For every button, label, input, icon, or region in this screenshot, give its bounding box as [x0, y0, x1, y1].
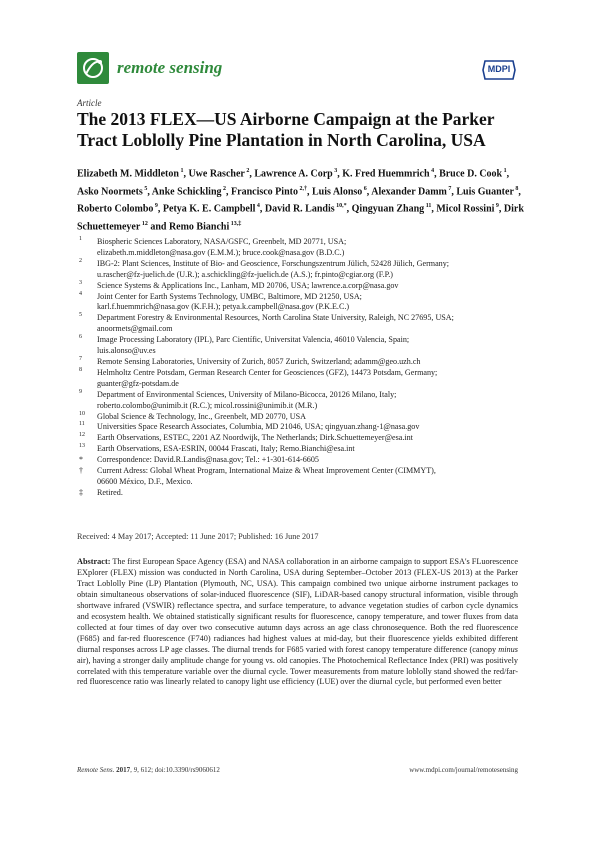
publication-dates: Received: 4 May 2017; Accepted: 11 June 2017; Published: 16 June 2017 [77, 532, 319, 541]
affiliation-mark: 13 [79, 443, 85, 450]
journal-name: remote sensing [117, 58, 223, 77]
article-type: Article [77, 98, 102, 108]
author-name: Anke Schickling [151, 185, 222, 197]
affiliation-mark: 11 [79, 421, 85, 428]
affiliation-mark: 6 [79, 334, 82, 341]
author-name: Lawrence A. Corp [254, 168, 333, 180]
author-affiliation-mark: 2 [244, 168, 250, 174]
affiliation-mark: 5 [79, 312, 82, 319]
author-list: Elizabeth M. Middleton $^1$, Uwe Rascher $^2$, Lawrence A. Corp $^3$, K. Fred Huemmrich $^4$, Bruce D. Cook $^1$, Asko Noormets $^5$, Anke Schickling $^2$, Francisco Pinto $^{2,\dagger}$, Luis Alonso $^6$, Alexander Damm $^7$, Luis Guanter $^8$, Roberto Colombo $^9$, Petya K. E. Campbell $^4$, David R. Landis $^{10,*}$, Qingyuan Zhang $^{11}$, Micol Rossini $^9$, Dirk Schuettemeyer $^{12}$ and Remo Bianchi $^{13,\ddagger}$ [77, 168, 524, 233]
author-affiliation-mark: 4 [255, 203, 260, 210]
author-affiliation-mark: 6 [362, 185, 367, 192]
affiliation-item [77, 444, 527, 455]
author-affiliation-mark: 3 [332, 168, 338, 174]
publisher-name: MDPI [487, 64, 511, 74]
author-affiliation-mark: 1 [502, 168, 507, 174]
article-title: The 2013 FLEX—US Airborne Campaign at the Parker Tract Loblolly Pine Plantation in North Carolina, USA [77, 109, 495, 150]
affiliation-line: Image Processing Laboratory (IPL), Parc Científic, Universitat Valencia, 46010 Valencia, Spain; [97, 335, 410, 345]
author-name: Roberto Colombo [77, 203, 154, 215]
affiliation-item [77, 412, 527, 423]
affiliation-mark: † [79, 466, 83, 476]
author-affiliation-mark: 12 [140, 220, 148, 227]
author-name: Bruce D. Cook [439, 168, 503, 180]
affiliation-line: Helmholtz Centre Potsdam, German Research Center for Geosciences (GFZ), 14473 Potsdam, Germany; [97, 367, 438, 377]
affiliation-mark: 12 [79, 432, 85, 439]
affiliation-item [77, 292, 527, 314]
author-name: Elizabeth M. Middleton [77, 168, 179, 180]
affiliation-line: anoormets@gmail.com [97, 324, 173, 334]
author-name: Uwe Rascher [188, 168, 245, 180]
affiliation-item [77, 313, 527, 335]
affiliation-line: u.rascher@fz-juelich.de (U.R.); a.schickling@fz-juelich.de (A.S.); fr.pinto@cgiar.org (F.P.) [97, 269, 393, 279]
affiliation-item [77, 281, 527, 292]
affiliation-line: karl.f.huemmrich@nasa.gov (K.F.H.); petya.k.campbell@nasa.gov (P.K.E.C.) [97, 302, 350, 312]
author-affiliation-mark: 10,* [334, 203, 347, 210]
footer-journal: Remote Sens. [77, 766, 115, 774]
abstract-text: The first European Space Agency (ESA) and NASA collaboration in an airborne campaign to support ESA's FLuorescence EXplorer (FLEX) mission was conducted in North Carolina, USA during September–October 2013 (FLEX-US 2013) at the Parker Tract Loblolly Pine (LP) Plantation (Plymouth, NC, USA). This campaign combined two unique airborne instrument packages to obtain simultaneous observations of solar-induced fluorescence (SIF), LiDAR-based canopy structural information, visible through shortwave infrared (VSWIR) reflectance spectra, and surface temperature, to advance vegetation studies of carbon cycle dynamics and ecosystem health. We obtained statistically significant results for fluorescence, canopy temperature, and tower fluxes from data collected at four times of day over two consecutive autumn days across an age class chronosequence. Both the red fluorescence (F685) and far-red fluorescence (F740) radiances had highest values at mid-day, but their fluorescence yields exhibited different diurnal responses across LP age classes. The diurnal trends for F685 varied with forest canopy temperature difference (canopy [77, 557, 519, 654]
journal-logo[interactable] [77, 52, 222, 84]
author-affiliation-mark: 11 [424, 203, 432, 210]
footer-doi: , 612; doi:10.3390/rs9060612 [137, 766, 220, 774]
footer-volume: 9 [133, 766, 138, 774]
author-affiliation-mark: 9 [153, 203, 158, 210]
author-name: Dirk Schuettemeyer [77, 203, 524, 233]
affiliation-mark: 7 [79, 355, 82, 362]
affiliation-line: Earth Observations, ESA-ESRIN, 00044 Frascati, Italy; Remo.Bianchi@esa.int [97, 444, 355, 454]
affiliation-line: Current Adress: Global Wheat Program, International Maize & Wheat Improvement Center (CIMMYT), [97, 466, 436, 476]
author-name: Alexander Damm [371, 185, 447, 197]
affiliation-item [77, 390, 527, 412]
author-name: K. Fred Huemmrich [342, 168, 430, 180]
author-name: Micol Rossini [436, 203, 495, 215]
citation-footer: Remote Sens. 2017, 9, 612; doi:10.3390/rs9060612 [77, 766, 220, 774]
author-affiliation-mark: 2 [221, 185, 227, 192]
affiliation-item [77, 455, 527, 466]
author-affiliation-mark: 5 [142, 185, 148, 192]
author-name: David R. Landis [264, 203, 335, 215]
affiliation-item [77, 422, 527, 433]
author-affiliation-mark: 2,† [297, 185, 307, 192]
affiliation-line: Department Forestry & Environmental Resources, North Carolina State University, Raleigh, NC 27695, USA; [97, 313, 454, 323]
abstract-text-continued: air), having a stronger daily amplitude change for young vs. old canopies. The Photochemical Reflectance Index (PRI) was positively correlated with this temperature variable over the diurnal cycle. Tower measurements from mature loblolly stand showed the red/far-red fluorescence ratio was linearly related to canopy light use efficiency (LUE) over the diurnal cycle, but performed even better [77, 655, 518, 687]
affiliation-mark: 4 [79, 290, 82, 297]
affiliation-item [77, 433, 527, 444]
author-name: Remo Bianchi [168, 221, 230, 233]
affiliation-item [77, 259, 527, 281]
affiliation-line: Biospheric Sciences Laboratory, NASA/GSFC, Greenbelt, MD 20771, USA; [97, 237, 347, 246]
author-affiliation-mark: 9 [494, 203, 499, 210]
author-name: Qingyuan Zhang [351, 203, 425, 215]
journal-url[interactable]: www.mdpi.com/journal/remotesensing [409, 766, 518, 774]
affiliation-mark: ‡ [79, 487, 83, 497]
author-name: Luis Alonso [311, 185, 363, 197]
author-name: Asko Noormets [77, 185, 143, 197]
affiliation-line: Science Systems & Applications Inc., Lanham, MD 20706, USA; lawrence.a.corp@nasa.gov [97, 280, 399, 290]
author-affiliation-mark: 8 [513, 185, 519, 192]
affiliation-item [77, 466, 527, 488]
footer-year: 2017 [116, 766, 131, 774]
affiliation-line: Retired. [97, 487, 123, 497]
abstract [77, 557, 518, 688]
affiliation-mark: 10 [79, 410, 85, 417]
affiliation-line: elizabeth.m.middleton@nasa.gov (E.M.M.); bruce.cook@nasa.gov (B.D.C.) [97, 247, 345, 257]
author-affiliation-mark: 13,‡ [229, 220, 242, 227]
affiliation-line: Joint Center for Earth Systems Technology, UMBC, Baltimore, MD 21250, USA; [97, 291, 362, 301]
author-affiliation-mark: 1 [178, 168, 184, 174]
affiliation-line: Earth Observations, ESTEC, 2201 AZ Noordwijk, The Netherlands; Dirk.Schuettemeyer@esa.int [97, 433, 413, 443]
affiliation-list [77, 237, 527, 499]
affiliation-mark: 9 [79, 388, 82, 395]
abstract-label: Abstract: [77, 557, 111, 566]
affiliation-line: roberto.colombo@unimib.it (R.C.); micol.rossini@unimib.it (M.R.) [97, 400, 318, 410]
publisher-logo[interactable] [479, 57, 519, 83]
affiliation-line: Remote Sensing Laboratories, University of Zurich, 8057 Zurich, Switzerland; adamm@geo.uzh.ch [97, 356, 421, 366]
author-affiliation-mark: 7 [446, 185, 452, 192]
affiliation-line: guanter@gfz-potsdam.de [97, 378, 179, 388]
author-name: Petya K. E. Campbell [162, 203, 256, 215]
author-affiliation-mark: 4 [429, 168, 435, 174]
affiliation-mark: 3 [79, 279, 82, 286]
affiliation-mark: * [79, 455, 83, 465]
affiliation-line: Universities Space Research Associates, Columbia, MD 21046, USA; qingyuan.zhang-1@nasa.gov [97, 422, 420, 432]
affiliation-line: IBG-2: Plant Sciences, Institute of Bio- and Geoscience, Forschungszentrum Jülich, 52428 Jülich, Germany; [97, 258, 450, 268]
abstract-italic-term: minus [498, 644, 518, 654]
affiliation-item [77, 335, 527, 357]
affiliation-item [77, 357, 527, 368]
affiliation-line: luis.alonso@uv.es [97, 346, 156, 356]
journal-logo-icon [77, 52, 109, 84]
affiliation-item [77, 368, 527, 390]
author-name: Francisco Pinto [231, 185, 298, 197]
affiliation-mark: 8 [79, 366, 82, 373]
affiliation-mark: 1 [79, 236, 82, 242]
affiliation-item [77, 237, 527, 259]
author-name: Luis Guanter [456, 185, 514, 197]
affiliation-item [77, 488, 527, 499]
affiliation-mark: 2 [79, 257, 82, 264]
affiliation-line: Global Science & Technology, Inc., Greenbelt, MD 20770, USA [97, 411, 306, 421]
affiliation-line: Correspondence: David.R.Landis@nasa.gov; Tel.: +1-301-614-6605 [97, 455, 319, 465]
affiliation-line: 06600 México, D.F., Mexico. [97, 476, 193, 486]
affiliation-line: Department of Environmental Sciences, University of Milano-Bicocca, 20126 Milano, Italy; [97, 389, 397, 399]
